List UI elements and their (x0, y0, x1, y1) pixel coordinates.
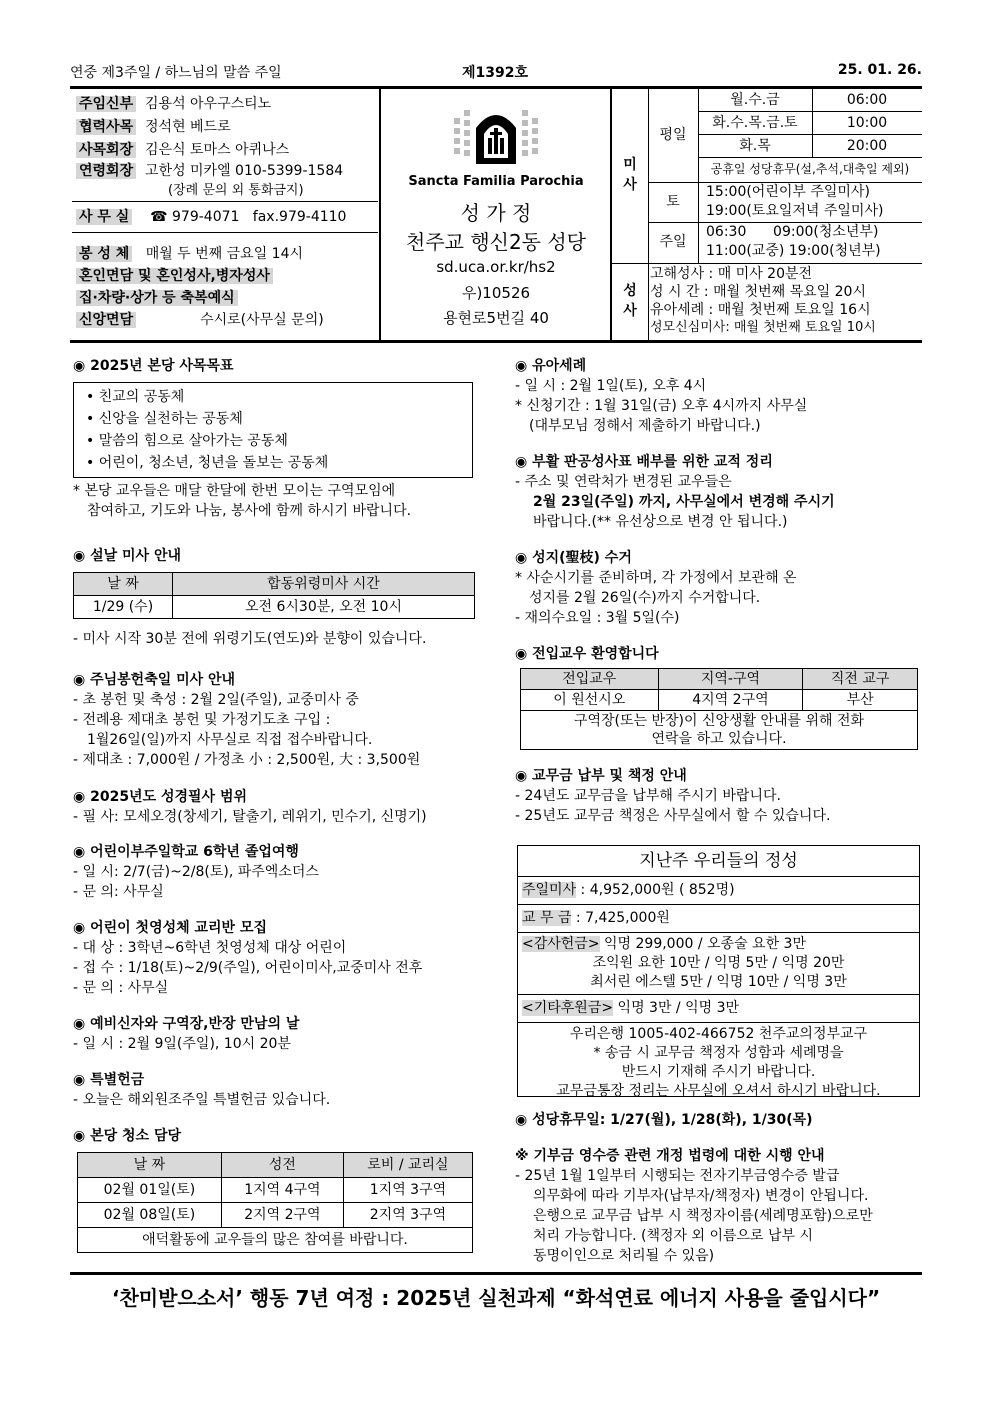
liturgical-day: 연중 제3주일 / 하느님의 말씀 주일 (70, 65, 282, 81)
parish-block (385, 98, 607, 328)
sacrament-label-cell: 성사 (612, 263, 649, 340)
divider (72, 232, 378, 233)
issue-number: 제1392호 (462, 65, 529, 81)
catechumen-section: ◉ 예비신자와 구역장,반장 만남의 날 - 일 시 : 2월 9일(주일), 10시 20분 (73, 1014, 479, 1054)
lunar-section: ◉ 설날 미사 안내 날 짜 합동위령미사 시간 1/29 (수) 오전 6시30분, 오전 10시 - 미사 시작 30분 전에 위령기도(연도)와 분향이 있습니다. (73, 546, 479, 649)
sacrament-list: 고해성사 : 매 미사 20분전 성 시 간 : 매월 첫번째 목요일 20시 유아세례 : 매월 첫번째 토요일 16시 성모신심미사: 매월 첫번째 토요일 10시 (650, 266, 876, 335)
mass-label-cell: 미사 (612, 89, 649, 263)
saturday-times: 15:00(어린이부 주일미사) 19:00(토요일저녁 주일미사) (706, 184, 884, 219)
masthead-bottom-rule (70, 340, 922, 343)
staff-row: 협력사목 정석현 베드로 (76, 116, 231, 136)
table-row: 이 원선시오 4지역 2구역 부산 (521, 690, 918, 711)
bottom-rule (70, 1272, 922, 1275)
parish-latin: Sancta Familia Parochia (408, 174, 584, 189)
baptism-section: ◉ 유아세례 - 일 시 : 2월 1일(토), 오후 4시 * 신청기간 : 1월 31일(금) 오후 4시까지 사무실 (대부모님 정해서 제출하기 바랍니다.) (515, 356, 922, 436)
divider (72, 201, 378, 202)
goal-item: • 말씀의 힘으로 살아가는 공동체 (86, 433, 288, 449)
parish-church: 천주교 행신2동 성당 (406, 230, 586, 254)
service-row: 혼인면담 및 혼인성사,병자성사 (76, 265, 273, 285)
newcomer-section: ◉ 전입교우 환영합니다 전입교우 지역-구역 직전 교구 이 원선시오 4지역 2구역 부산 구역장(또는 반장)이 신앙생활 안내를 위해 전화 연락을 하고 있습니다. (515, 644, 922, 750)
service-row: 집·차량·상가 등 축복예식 (76, 287, 238, 307)
parish-name: 성 가 정 (460, 201, 532, 225)
staff-note: (장례 문의 외 통화금지) (168, 183, 304, 198)
mass-schedule: 미사 성사 평일 월.수.금 06:00 화.수.목.금.토 10:00 화.목 20:00 공휴일 성당휴무(설,추석,대축일 제외) 토 15:00(어린이부 주일미사) 19:00(토요일저녁 주일미사) 주일 06:30 09:00(청소년부) 11:00(교중) 19:00(청년부) 고해성사 : 매 미사 20분전 성 시 간 : 매월 첫번째 목요일 20시 유아세례 : 매월 첫번째 토요일 16시 성모신심미사: 매월 첫번째 토요일 10시 (612, 89, 922, 340)
banner-text: ‘찬미받으소서’ 행동 7년 여정 : 2025년 실천과제 “화석연료 에너지 사용을 줄입시다” (111, 1286, 881, 1310)
communion-section: ◉ 어린이 첫영성체 교리반 모집 - 대 상 : 3학년~6학년 첫영성체 대상 어린이 - 접 수 : 1/18(토)~2/9(주일), 어린이미사,교중미사 전후 - 문 의 : 사무실 (73, 918, 479, 998)
trip-section: ◉ 어린이부주일학교 6학년 졸업여행 - 일 시: 2/7(금)~2/8(토), 파주엑소더스 - 문 의: 사무실 (73, 842, 479, 902)
sunday-times: 06:30 09:00(청소년부) 11:00(교중) 19:00(청년부) (706, 224, 881, 259)
office-row: 사 무 실 ☎ 979-4071 fax.979-4110 (76, 206, 346, 226)
goals-section: ◉ 2025년 본당 사목목표 • 친교의 공동체 • 신앙을 실천하는 공동체 • 말씀의 힘으로 살아가는 공동체 • 어린이, 청소년, 청년을 돌보는 공동체 * 본당 교우들은 매달 한달에 한번 모이는 구역모임에 참여하고, 기도와 나눔, 봉사에 함께 하시기 바랍니다. (73, 356, 479, 521)
offering-title: 지난주 우리들의 정성 (518, 846, 919, 877)
cleaning-table: 날 짜 성전 로비 / 교리실 02월 01일(토) 1지역 4구역 1지역 3구역 02월 08일(토) 2지역 2구역 2지역 3구역 애덕활동에 교우들의 많은 참여를 바랍니다. (77, 1152, 473, 1253)
staff-row: 사목회장 김은식 토마스 아퀴나스 (76, 139, 289, 159)
receipt-section: ※ 기부금 영수증 관련 개정 법령에 대한 시행 안내 - 25년 1월 1일부터 시행되는 전자기부금영수증 발급 의무화에 따라 기부자(납부자/책정자) 변경이 안됩니다. 은행으로 교무금 납부 시 책정자이름(세례명포함)으로만 처리 가능합니다. (책정자 외 이름으로 납부 시 동명이인으로 처리될 수 있음) (515, 1148, 873, 1264)
service-row: 봉 성 체 매월 두 번째 금요일 14시 (76, 243, 303, 263)
divider (379, 89, 381, 340)
parish-url[interactable]: sd.uca.or.kr/hs2 (436, 258, 556, 276)
service-row: 신앙면담 수시로(사무실 문의) (76, 309, 324, 329)
dues-section: ◉ 교무금 납부 및 책정 안내 - 24년도 교무금을 납부해 주시기 바랍니다. - 25년도 교무금 책정은 사무실에서 할 수 있습니다. (515, 766, 922, 826)
holiday-note: 공휴일 성당휴무(설,추석,대축일 제외) (710, 162, 910, 176)
section-title: ◉ 2025년 본당 사목목표 (73, 356, 479, 376)
fax: fax.979-4110 (252, 209, 347, 225)
table-row: 02월 08일(토) 2지역 2구역 2지역 3구역 (78, 1203, 473, 1228)
staff-row: 주임신부 김용석 아우구스티노 (76, 93, 271, 113)
staff-row: 연령회장 고한성 미카엘 010-5399-1584 (76, 160, 343, 180)
newcomer-table: 전입교우 지역-구역 직전 교구 이 원선시오 4지역 2구역 부산 구역장(또는 반장)이 신앙생활 안내를 위해 전화 연락을 하고 있습니다. (520, 668, 918, 750)
parish-address: 용현로5번길 40 (443, 309, 549, 327)
table-row: 02월 01일(토) 1지역 4구역 1지역 3구역 (78, 1178, 473, 1203)
bible-section: ◉ 2025년도 성경필사 범위 - 필 사: 모세오경(창세기, 탈출기, 레위기, 민수기, 신명기) (73, 787, 479, 827)
goal-item: • 친교의 공동체 (86, 389, 185, 405)
palm-section: ◉ 성지(聖枝) 수거 * 사순시기를 준비하며, 각 가정에서 보관해 온 성지를 2월 26일(수)까지 수거합니다. - 재의수요일 : 3월 5일(수) (515, 548, 922, 628)
presentation-section: ◉ 주님봉헌축일 미사 안내 - 초 봉헌 및 축성 : 2월 2일(주일), 교중미사 중 - 전례용 제대초 봉헌 및 가정기도초 구입 : 1월26일(일)까지 사무실로 직접 접수바랍니다. - 제대초 : 7,000원 / 가정초 小 : 2,500원, 大 : 3,500원 (73, 670, 479, 770)
goal-item: • 어린이, 청소년, 청년을 돌보는 공동체 (86, 455, 329, 471)
cleaning-section: ◉ 본당 청소 담당 날 짜 성전 로비 / 교리실 02월 01일(토) 1지역 4구역 1지역 3구역 02월 08일(토) 2지역 2구역 2지역 3구역 애덕활동에 교우들의 많은 참여를 바랍니다. (73, 1126, 479, 1253)
bank-info: 우리은행 1005-402-466752 천주교의정부교구 * 송금 시 교무금 책정자 성함과 세례명을 반드시 기재해 주시기 바랍니다. 교무금통장 정리는 사무실에 오셔서 하시기 바랍니다. (556, 1026, 881, 1099)
parish-logo-icon (448, 98, 544, 170)
easter-section: ◉ 부활 판공성사표 배부를 위한 교적 정리 - 주소 및 연락처가 변경된 교우들은 2월 23일(주일) 까지, 사무실에서 변경해 주시기 바랍니다.(** 유선상으로 변경 안 됩니다.) (515, 452, 922, 532)
closed-section: ◉ 성당휴무일: 1/27(월), 1/28(화), 1/30(목) (515, 1110, 922, 1130)
offering-box: 지난주 우리들의 정성 주일미사 : 4,952,000원 ( 852명) 교 무 금 : 7,425,000원 <감사헌금> 익명 299,000 / 오종술 요한 3만 조익원 요한 10만 / 익명 5만 / 익명 20만 최서린 에스텔 5만 / 익명 10만 / 익명 3만 <기타후원금> 익명 3만 / 익명 3만 우리은행 1005-402-466752 천주교의정부교구 * 송금 시 교무금 책정자 성함과 세례명을 반드시 기재해 주시기 바랍니다. 교무금통장 정리는 사무실에 오셔서 하시기 바랍니다. (517, 845, 920, 1097)
parish-zip: 우)10526 (461, 284, 531, 302)
goal-item: • 신앙을 실천하는 공동체 (86, 411, 243, 427)
phone: ☎ 979-4071 (150, 209, 240, 225)
lunar-table: 날 짜 합동위령미사 시간 1/29 (수) 오전 6시30분, 오전 10시 (73, 572, 475, 619)
issue-date: 25. 01. 26. (837, 62, 922, 78)
weekday-label: 평일 (648, 89, 699, 182)
special-section: ◉ 특별헌금 - 오늘은 해외원조주일 특별헌금 있습니다. (73, 1070, 479, 1110)
goals-box (73, 382, 473, 478)
